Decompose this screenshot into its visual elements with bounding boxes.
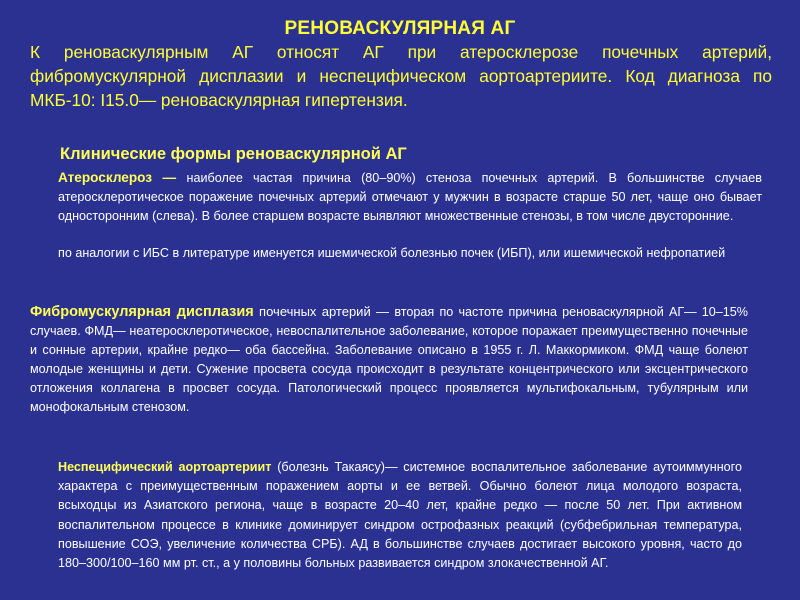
fmd-subheading: почечных артерий — <box>253 304 395 319</box>
fmd-text: вторая по частоте причина реноваскулярной АГ— 10–15% случаев. ФМД— неатеросклеротическое, невоспалительное заболевание, которое поражает преимущественно почечные и сонные артерии, крайне редко— оба бассейна. Заболевание описано в 1955 г. Л. Маккормиком. ФМД чаще болеют молодые женщины и дети. Сужение просвета сосуда происходит в результате концентрического или эксцентрического отложения коллагена в просвет сосуда. Патологический процесс проявляется мультифокальным, тубулярным или монофокальным стенозом. <box>30 305 748 414</box>
atherosclerosis-paragraph <box>58 168 762 226</box>
slide-title: РЕНОВАСКУЛЯРНАЯ АГ <box>284 18 516 39</box>
takayasu-heading: Неспецифический аортоартериит <box>58 460 272 474</box>
section-title: Клинические формы реноваскулярной АГ <box>60 145 407 163</box>
takayasu-paragraph <box>58 458 742 573</box>
atherosclerosis-heading: Атеросклероз <box>58 170 153 185</box>
intro-paragraph: К реноваскулярным АГ относят АГ при атеросклерозе почечных артерий, фибромускулярной дисплазии и неспецифическом аортоартериите. Код диагноза по МКБ-10: I15.0— реноваскулярная гипертензия. <box>30 42 772 110</box>
fmd-paragraph <box>30 302 748 417</box>
fmd-heading: Фибромускулярная дисплазия <box>30 304 254 320</box>
ibs-text: по аналогии с ИБС в литературе именуется ишемической болезнью почек (ИБП), или ишемической нефропатией <box>58 246 726 260</box>
takayasu-text: (болезнь Такаясу)— системное воспалительное заболевание аутоиммунного характера с преимущественным поражением аорты и ее ветвей. Обычно болеют лица молодого возраста, всыходцы из Азиатского региона, чаще в возрасте 20–40 лет, крайне редко — после 50 лет. При активном воспалительном процессе в клинике доминирует синдром острофазных реакций (субфебрильная температура, повышение СОЭ, увеличение количества СРБ). АД в большинстве случаев достигает высокого уровня, часто до 180–300/100–160 мм рт. ст., а у половины больных развивается синдром злокачественной АГ. <box>58 460 742 571</box>
ibs-paragraph <box>58 244 762 263</box>
atherosclerosis-dash: — <box>152 170 187 185</box>
atherosclerosis-text: наиболее частая причина (80–90%) стеноза почечных артерий. В большинстве случаев атеросклеротическое поражение почечных артерий отмечают у мужчин в возрасте старше 50 лет, чаще оно бывает односторонним (слева). В более старшем возрасте выявляют множественные стенозы, в том числе двусторонние. <box>58 171 762 223</box>
